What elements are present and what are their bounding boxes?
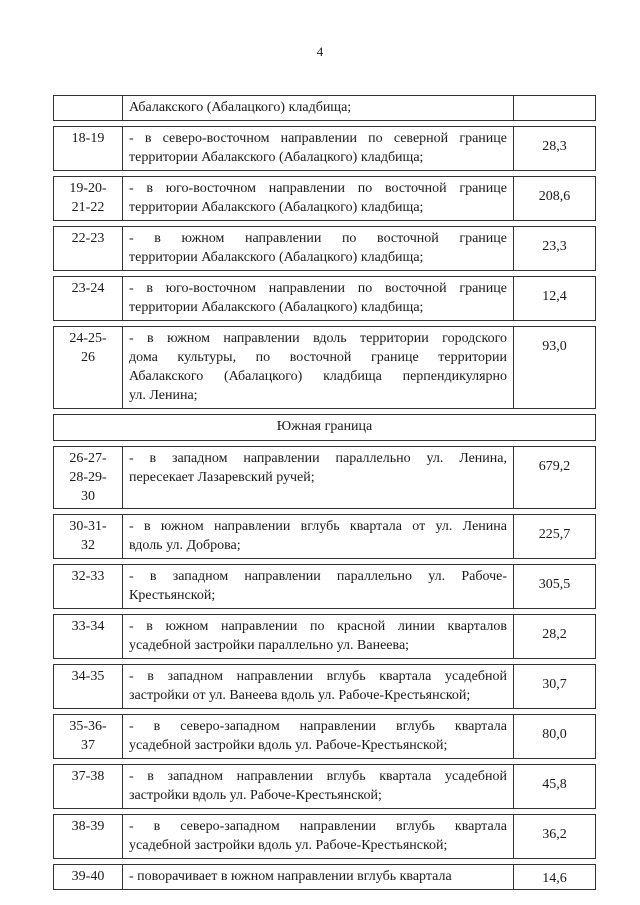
description-line: ул. Ленина;	[129, 388, 198, 403]
segment-description	[123, 327, 514, 408]
description-line: Абалакского (Абалацкого) кладбища перпендикулярно	[129, 369, 507, 384]
table-row	[53, 864, 596, 890]
segment-description	[123, 865, 514, 889]
page-number: 4	[316, 44, 324, 59]
table-rows-south	[53, 446, 596, 890]
description-line: - в западном направлении вглубь квартала усадебной	[129, 769, 507, 784]
segment-points: 23-24	[54, 277, 123, 320]
segment-description	[123, 565, 514, 608]
segment-points: 19-20- 21-22	[54, 177, 123, 220]
segment-length: 45,8	[542, 777, 567, 792]
description-line: территории Абалакского (Абалацкого) кладбища;	[129, 250, 424, 265]
table-row	[53, 514, 596, 559]
description-line: - в южном направлении по красной линии кварталов	[129, 619, 507, 634]
description-line: - в южном направлении вглубь квартала от ул. Ленина	[129, 519, 507, 534]
segment-length: 28,2	[542, 627, 567, 642]
segment-description	[123, 447, 514, 508]
description-line: территории Абалакского (Абалацкого) кладбища;	[129, 300, 424, 315]
description-line: Абалакского (Абалацкого) кладбища;	[129, 100, 352, 115]
table-row	[53, 126, 596, 171]
description-line: вдоль ул. Доброва;	[129, 538, 241, 553]
segment-description	[123, 177, 514, 220]
segment-description	[123, 227, 514, 270]
description-line: - в северо-западном направлении вглубь квартала	[129, 719, 507, 734]
table-row	[53, 664, 596, 709]
segment-description	[123, 127, 514, 170]
segment-description	[123, 615, 514, 658]
segment-points: 34-35	[54, 665, 123, 708]
table-row	[53, 614, 596, 659]
segment-length	[514, 96, 595, 120]
segment-length: 225,7	[538, 527, 571, 542]
segment-length: 36,2	[542, 827, 567, 842]
description-line: - в западном направлении параллельно ул. Рабоче-	[129, 569, 507, 584]
segment-length: 12,4	[542, 289, 567, 304]
description-line: - в юго-восточном направлении по восточной границе	[129, 281, 507, 296]
description-line: Крестьянской;	[129, 588, 216, 603]
description-line: пересекает Лазаревский ручей;	[129, 470, 315, 485]
segment-description	[123, 277, 514, 320]
segment-points: 33-34	[54, 615, 123, 658]
table-row	[53, 446, 596, 509]
description-line: усадебной застройки параллельно ул. Ванеева;	[129, 638, 410, 653]
table-rows-north-east	[53, 95, 596, 409]
segment-length: 93,0	[542, 339, 567, 354]
table-row	[53, 176, 596, 221]
segment-description	[123, 665, 514, 708]
description-line: застройки вдоль ул. Рабоче-Крестьянской;	[129, 788, 382, 803]
table-row	[53, 564, 596, 609]
segment-length: 679,2	[538, 459, 571, 474]
segment-points: 37-38	[54, 765, 123, 808]
segment-length: 28,3	[542, 139, 567, 154]
segment-length: 30,7	[542, 677, 567, 692]
segment-length: 80,0	[542, 727, 567, 742]
description-line: усадебной застройки вдоль ул. Рабоче-Крестьянской;	[129, 738, 448, 753]
description-line: территории Абалакского (Абалацкого) кладбища;	[129, 150, 424, 165]
segment-points: 18-19	[54, 127, 123, 170]
description-line: - в южном направлении по восточной границе	[129, 231, 507, 246]
description-line: - в западном направлении вглубь квартала усадебной	[129, 669, 507, 684]
table-row	[53, 714, 596, 759]
segment-points: 32-33	[54, 565, 123, 608]
segment-length: 14,6	[542, 871, 567, 886]
description-line: застройки от ул. Ванеева вдоль ул. Рабоче-Крестьянской;	[129, 688, 471, 703]
segment-length: 208,6	[538, 189, 571, 204]
segment-points: 38-39	[54, 815, 123, 858]
segment-points	[54, 96, 123, 120]
segment-description	[123, 715, 514, 758]
table-row	[53, 276, 596, 321]
segment-points: 30-31- 32	[54, 515, 123, 558]
section-title-south-border: Южная граница	[53, 414, 596, 441]
boundary-table	[53, 96, 596, 890]
description-line: - поворачивает в южном направлении вглубь квартала	[129, 869, 452, 884]
segment-points: 35-36- 37	[54, 715, 123, 758]
description-line: территории Абалакского (Абалацкого) кладбища;	[129, 200, 424, 215]
description-line: - в северо-восточном направлении по северной границе	[129, 131, 507, 146]
segment-points: 24-25- 26	[54, 327, 123, 408]
description-line: - в северо-западном направлении вглубь квартала	[129, 819, 507, 834]
description-line: - в юго-восточном направлении по восточной границе	[129, 181, 507, 196]
description-line: усадебной застройки вдоль ул. Рабоче-Крестьянской;	[129, 838, 448, 853]
description-line: - в западном направлении параллельно ул. Ленина,	[129, 451, 507, 466]
description-line: - в южном направлении вдоль территории городского	[129, 331, 507, 346]
table-row	[53, 326, 596, 409]
table-row	[53, 764, 596, 809]
segment-description	[123, 515, 514, 558]
segment-description	[123, 96, 514, 120]
segment-description	[123, 765, 514, 808]
segment-length: 305,5	[538, 577, 571, 592]
segment-points: 39-40	[54, 865, 123, 889]
segment-points: 22-23	[54, 227, 123, 270]
table-row	[53, 814, 596, 859]
table-row	[53, 95, 596, 121]
segment-description	[123, 815, 514, 858]
segment-length: 23,3	[542, 239, 567, 254]
segment-points: 26-27- 28-29- 30	[54, 447, 123, 508]
description-line: дома культуры, по восточной границе территории	[129, 350, 507, 365]
table-row	[53, 226, 596, 271]
